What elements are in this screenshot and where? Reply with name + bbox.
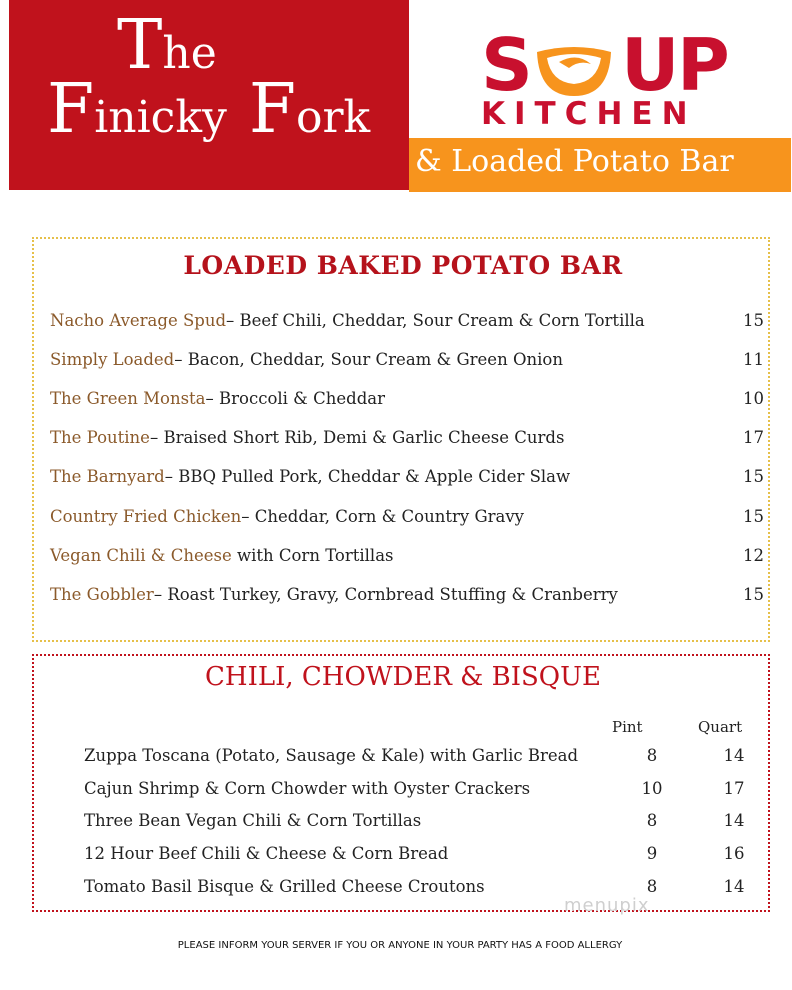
item-price: 17	[743, 428, 764, 447]
menu-item	[84, 844, 774, 872]
item-price: 15	[743, 507, 764, 526]
menu-item	[50, 585, 764, 613]
item-name: Vegan Chili & Cheese	[50, 546, 232, 565]
item-name: The Poutine	[50, 428, 150, 447]
subtitle-text: & Loaded Potato Bar	[415, 144, 734, 179]
item-description: Broccoli & Cheddar	[219, 389, 385, 408]
watermark: menupix	[564, 895, 650, 916]
item-name: Country Fried Chicken	[50, 507, 242, 526]
quart-price: 17	[723, 779, 745, 798]
menu-item	[84, 877, 774, 905]
item-price: 15	[743, 585, 764, 604]
item-name: 12 Hour Beef Chili & Cheese & Corn Bread	[84, 844, 449, 863]
item-name: The Barnyard	[50, 467, 165, 486]
finicky-fork-logo	[9, 0, 409, 190]
item-separator: –	[205, 389, 220, 408]
item-separator: –	[226, 311, 240, 330]
logo-line-the	[117, 6, 217, 85]
item-price: 11	[743, 350, 764, 369]
item-description: Braised Short Rib, Demi & Garlic Cheese Curds	[163, 428, 565, 447]
item-description: Beef Chili, Cheddar, Sour Cream & Corn Tortilla	[239, 311, 645, 330]
item-name: Tomato Basil Bisque & Grilled Cheese Croutons	[84, 877, 485, 896]
item-separator: –	[149, 428, 164, 447]
pint-price: 8	[646, 811, 658, 830]
item-price: 15	[743, 311, 764, 330]
logo-letter-p: P	[677, 23, 730, 107]
quart-price: 16	[723, 844, 745, 863]
item-name: Cajun Shrimp & Corn Chowder with Oyster Crackers	[84, 779, 531, 798]
logo-letters: inicky	[94, 92, 227, 143]
menu-item	[50, 467, 764, 495]
column-header-pint: Pint	[612, 718, 643, 736]
logo-letter: T	[117, 6, 163, 85]
item-description: Roast Turkey, Gravy, Cornbread Stuffing & Cranberry	[167, 585, 618, 604]
pint-price: 8	[646, 877, 658, 896]
menu-item	[50, 350, 764, 378]
kitchen-wordmark: KITCHEN	[481, 96, 697, 132]
soup-wordmark	[481, 23, 781, 107]
menu-item	[50, 311, 764, 339]
item-description: Cheddar, Corn & Country Gravy	[254, 507, 524, 526]
subtitle-banner	[409, 138, 791, 192]
item-name: The Gobbler	[50, 585, 154, 604]
item-description: Bacon, Cheddar, Sour Cream & Green Onion	[187, 350, 563, 369]
section-title: LOADED BAKED POTATO BAR	[183, 251, 623, 280]
menu-item	[50, 546, 764, 574]
item-separator: –	[164, 467, 179, 486]
item-price: 15	[743, 467, 764, 486]
menu-item	[50, 507, 764, 535]
chili-section	[32, 654, 770, 912]
logo-letter-u: U	[621, 23, 680, 107]
pint-price: 9	[646, 844, 658, 863]
menu-item	[50, 428, 764, 456]
logo-line-finicky-fork	[47, 70, 371, 149]
soup-bowl-icon	[533, 38, 615, 100]
item-price: 10	[743, 389, 764, 408]
quart-price: 14	[723, 877, 745, 896]
item-name: Simply Loaded	[50, 350, 175, 369]
item-description: BBQ Pulled Pork, Cheddar & Apple Cider Slaw	[178, 467, 571, 486]
menu-page	[4, 0, 788, 990]
allergy-notice: PLEASE INFORM YOUR SERVER IF YOU OR ANYONE IN YOUR PARTY HAS A FOOD ALLERGY	[177, 940, 623, 951]
logo-letters: he	[162, 28, 217, 79]
item-name: The Green Monsta	[50, 389, 206, 408]
item-separator: –	[174, 350, 188, 369]
potato-bar-section	[32, 237, 770, 642]
menu-item	[84, 811, 774, 839]
item-name: Nacho Average Spud	[50, 311, 227, 330]
pint-price: 10	[641, 779, 663, 798]
logo-letter: F	[47, 70, 95, 149]
menu-item	[84, 779, 774, 807]
item-separator: –	[153, 585, 168, 604]
column-header-quart: Quart	[698, 718, 743, 736]
logo-letter-s: S	[481, 23, 533, 107]
item-separator: –	[241, 507, 255, 526]
quart-price: 14	[723, 811, 745, 830]
item-price: 12	[743, 546, 764, 565]
quart-price: 14	[723, 746, 745, 765]
logo-letter: F	[248, 70, 297, 149]
item-name: Three Bean Vegan Chili & Corn Tortillas	[84, 811, 422, 830]
logo-letters: ork	[296, 92, 371, 143]
menu-item	[50, 389, 764, 417]
pint-price: 8	[646, 746, 658, 765]
menu-item	[84, 746, 774, 774]
item-description: with Corn Tortillas	[236, 546, 394, 565]
item-name: Zuppa Toscana (Potato, Sausage & Kale) with Garlic Bread	[84, 746, 579, 765]
section-title: CHILI, CHOWDER & BISQUE	[205, 662, 601, 692]
